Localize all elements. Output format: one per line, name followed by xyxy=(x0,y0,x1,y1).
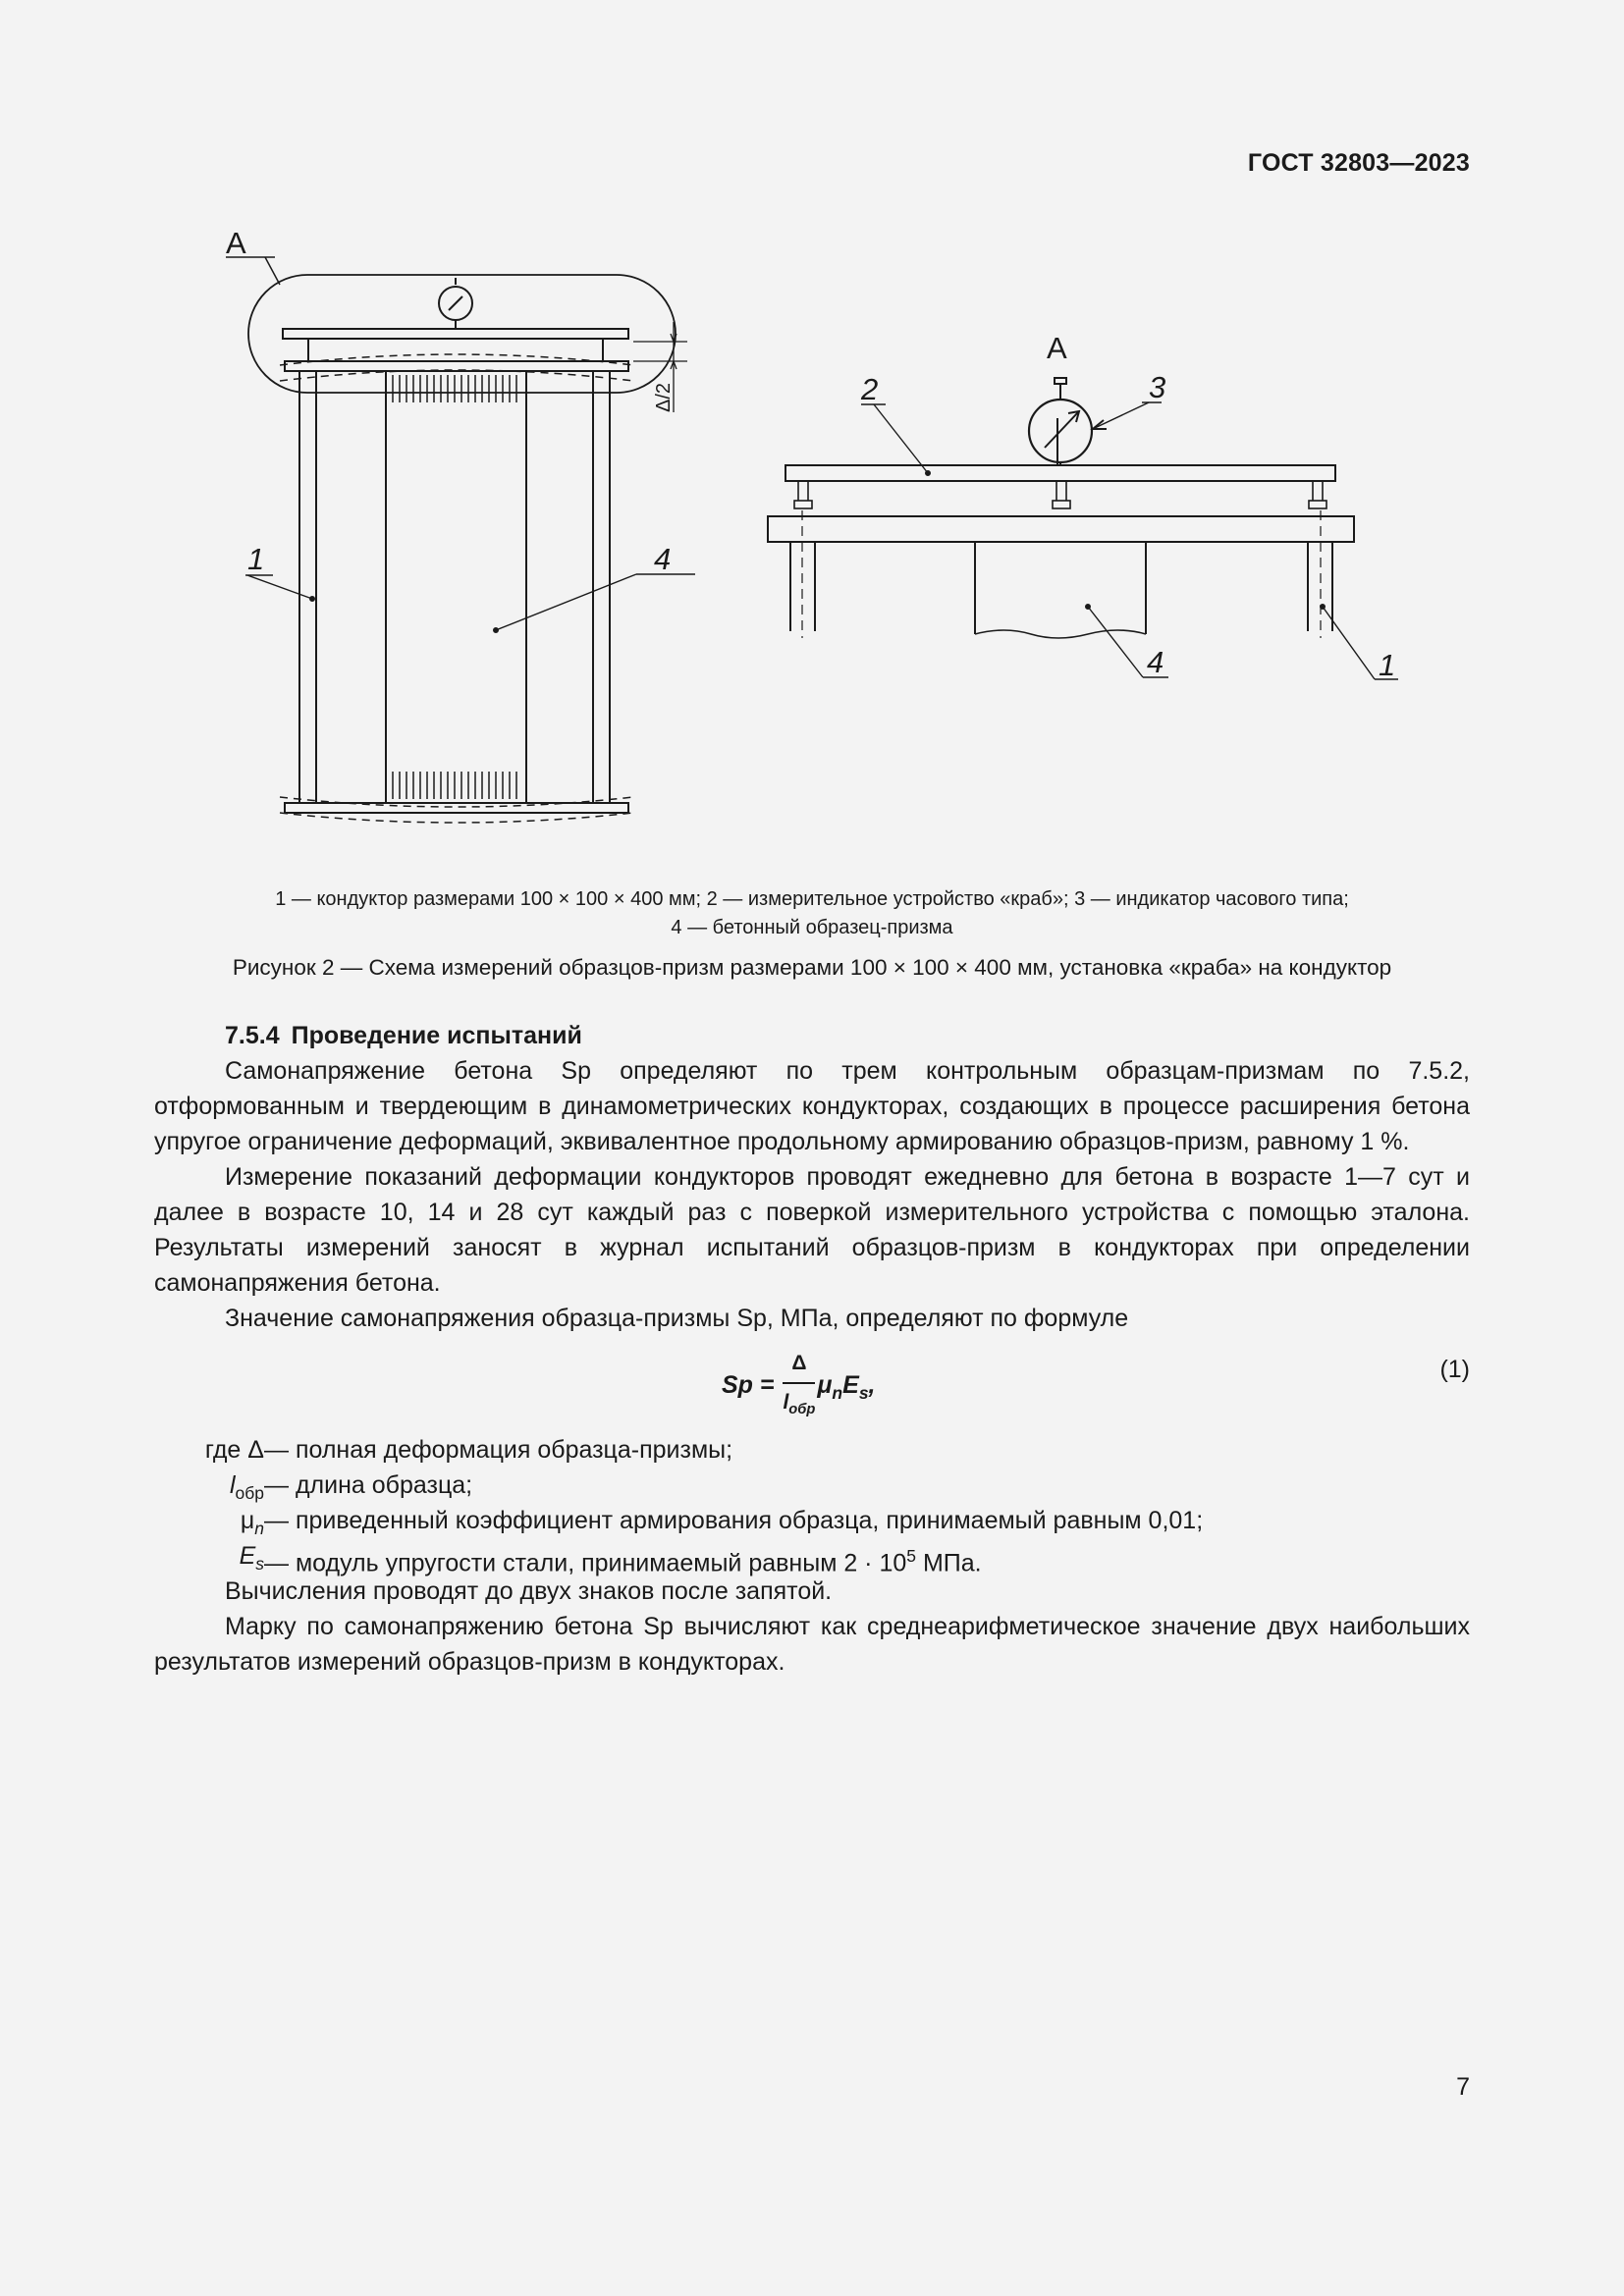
label-3: 3 xyxy=(1149,370,1166,404)
definition-item: $l_{обр}$ — длина образца; xyxy=(229,1471,473,1503)
section-title: Проведение испытаний xyxy=(291,1022,582,1049)
left-diagram xyxy=(226,257,695,823)
formula-numerator: Δ xyxy=(783,1346,815,1384)
label-delta-half: Δ/2 xyxy=(653,382,675,412)
formula-number: (1) xyxy=(1439,1356,1470,1383)
figure-legend-line-2: 4 — бетонный образец-призма xyxy=(671,917,953,938)
section-body xyxy=(154,1018,1470,1680)
definition-item: где Δ — полная деформация образца-призмы; xyxy=(204,1436,733,1464)
formula-factor-e: $E_s$ xyxy=(842,1371,869,1404)
formula-1 xyxy=(154,1342,1470,1426)
paragraph: Самонапряжение бетона Sp определяют по трем контрольным образцам-призмам по 7.5.2, отформованным и твердеющим в динамометрических кондукторах, создающих в процессе расширения бетона упругое ограничение деформаций, эквивалентное продольному армированию образцов-призм, равному 1 %. xyxy=(154,1057,1470,1155)
formula-fraction xyxy=(783,1346,815,1427)
paragraph: Измерение показаний деформации кондукторов проводят ежедневно для бетона в возрасте 1—7 сут и далее в возрасте 10, 14 и 28 сут каждый раз с поверкой измерительного устройства с помощью эталона. Результаты измерений заносят в журнал испытаний образцов-призм в кондукторах при определении самонапряжения бетона. xyxy=(154,1163,1470,1297)
label-1-right: 1 xyxy=(1379,648,1396,682)
section-heading xyxy=(154,1018,1470,1053)
right-diagram xyxy=(768,378,1398,679)
figure-2-diagram xyxy=(0,0,1624,883)
definition-item: $\mu_n$ — приведенный коэффициент армирования образца, принимаемый равным 0,01; xyxy=(240,1507,1204,1538)
formula-expression: Sp = $\frac{\Delta}{l_{обр}}$ $\mu_nE_s$, xyxy=(722,1346,876,1427)
definitions-list xyxy=(154,1432,1470,1577)
formula-denominator: $l_{обр}$ xyxy=(783,1391,816,1418)
paragraph: Вычисления проводят до двух знаков после запятой. xyxy=(225,1577,833,1605)
label-view-a-right: А xyxy=(1047,331,1067,365)
section-number: 7.5.4 xyxy=(225,1022,280,1049)
figure-legend-line-1: 1 — кондуктор размерами 100 × 100 × 400 мм; 2 — измерительное устройство «краб»; 3 — индикатор часового типа; xyxy=(275,888,1349,910)
paragraph: Значение самонапряжения образца-призмы Sp, МПа, определяют по формуле xyxy=(225,1305,1129,1332)
label-2: 2 xyxy=(861,372,879,406)
definition-item: $E_s$ — модуль упругости стали, принимаемый равным $2 \cdot 10^5$ МПа. xyxy=(239,1542,982,1577)
label-1-left: 1 xyxy=(247,542,265,576)
document-header: ГОСТ 32803—2023 xyxy=(1247,149,1470,177)
figure-title: Рисунок 2 — Схема измерений образцов-призм размерами 100 × 100 × 400 мм, установка «краба» на кондуктор xyxy=(232,955,1392,980)
label-4-right: 4 xyxy=(1147,645,1164,679)
label-4-left: 4 xyxy=(654,542,672,576)
paragraph: Марку по самонапряжению бетона Sp вычисляют как среднеарифметическое значение двух наибольших результатов измерений образцов-призм в кондукторах. xyxy=(154,1613,1470,1676)
page-number: 7 xyxy=(1456,2073,1470,2101)
formula-lhs: Sp = xyxy=(722,1371,775,1400)
formula-factor-mu: $\mu_n$ xyxy=(817,1371,843,1404)
figure-legend xyxy=(154,885,1470,942)
label-view-a-left: А xyxy=(226,226,246,260)
